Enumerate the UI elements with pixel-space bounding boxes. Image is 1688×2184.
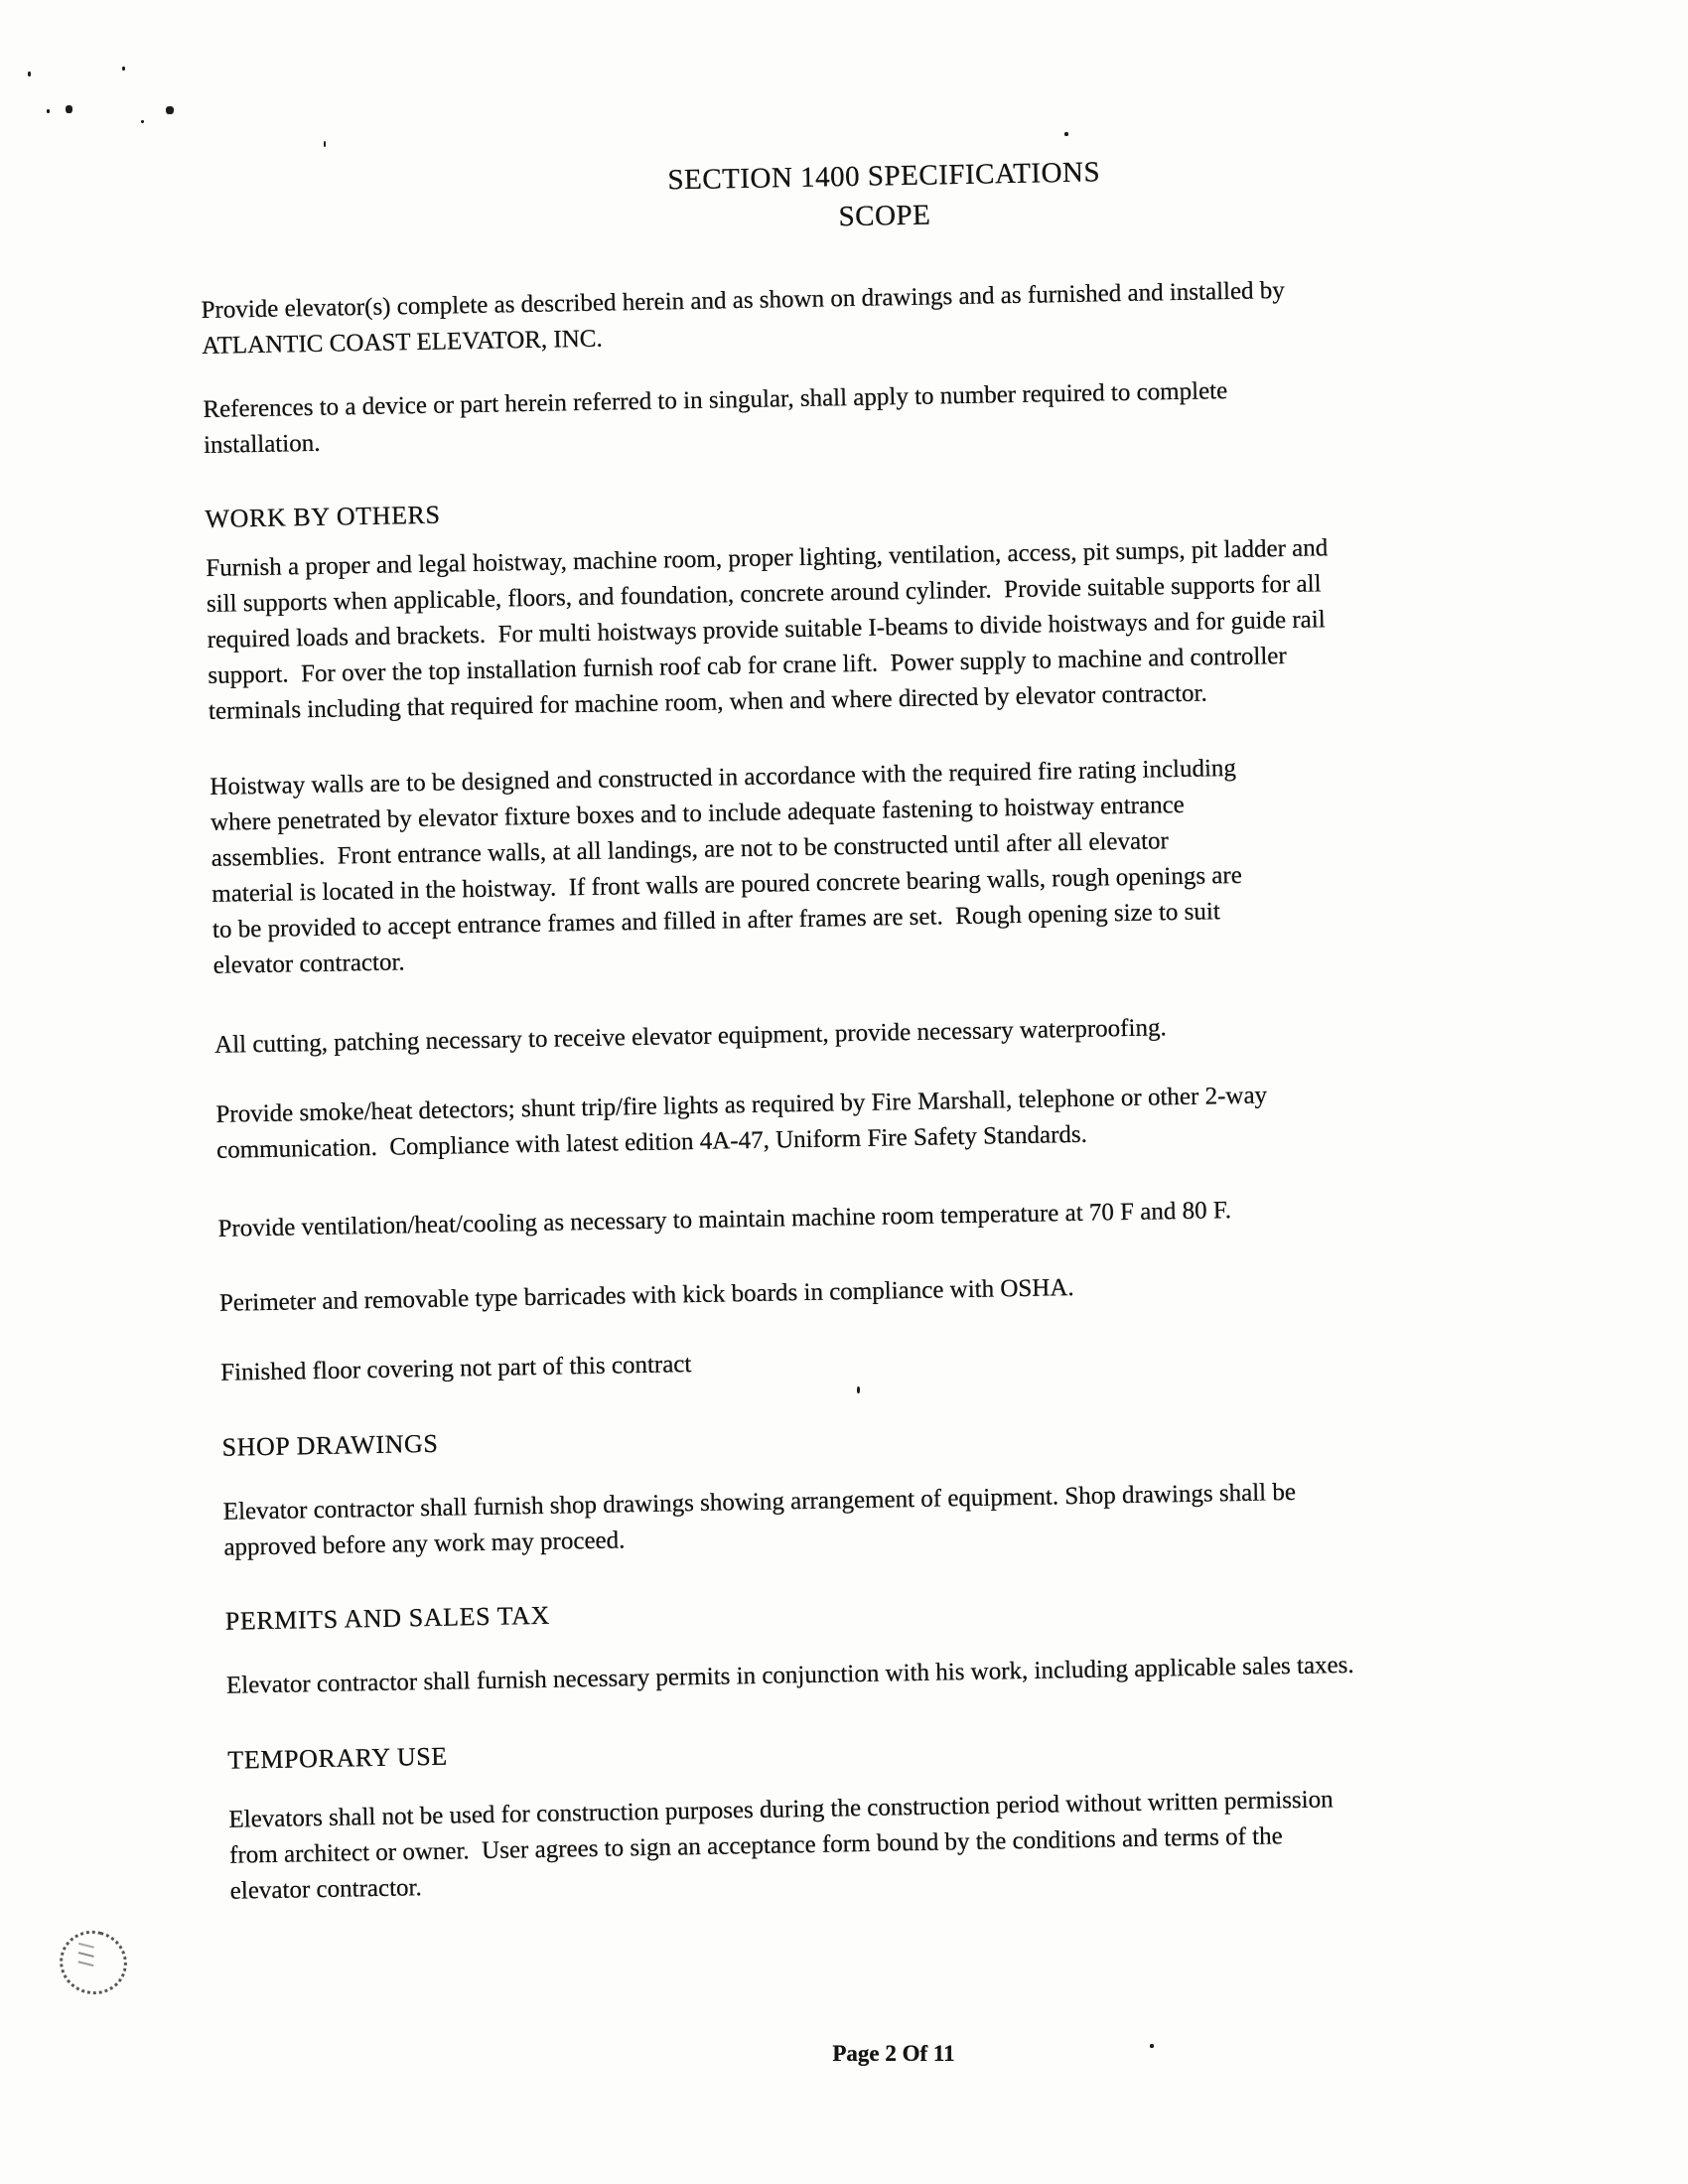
text-line: References to a device or part herein referred to in singular, shall apply to number required to complete: [203, 377, 1228, 423]
text-line: support. For over the top installation furnish roof cab for crane lift. Power supply to machine and controller: [208, 643, 1287, 689]
text-line: Provide smoke/heat detectors; shunt trip/fire lights as required by Fire Marshall, telephone or other 2-way: [215, 1082, 1268, 1128]
paragraph: [206, 526, 1579, 730]
scan-speck: [857, 1386, 860, 1393]
text-line: Provide elevator(s) complete as described herein and as shown on drawings and as furnished and installed by: [201, 276, 1286, 324]
text-line: communication. Compliance with latest edition 4A-47, Uniform Fire Safety Standards.: [215, 1120, 1088, 1164]
title-section-line: SECTION 1400 SPECIFICATIONS: [667, 156, 1101, 197]
paragraph: [220, 1331, 1591, 1391]
section-heading: [221, 1404, 1592, 1465]
text-line: terminals including that required for machine room, when and where directed by elevator contractor.: [208, 679, 1207, 725]
paragraph: [215, 1073, 1587, 1169]
text-line: All cutting, patching necessary to receive elevator equipment, provide necessary waterproofing.: [213, 1014, 1167, 1059]
text-line: installation.: [203, 429, 321, 459]
scan-speck: [1150, 2044, 1154, 2048]
section-heading: [227, 1717, 1598, 1778]
text-line: Perimeter and removable type barricades with kick boards in compliance with OSHA.: [218, 1274, 1074, 1317]
paragraph: [217, 1187, 1588, 1247]
scan-speck: [122, 67, 125, 71]
paragraph: [210, 745, 1584, 984]
text-line: WORK BY OTHERS: [205, 500, 441, 533]
paragraph: [201, 268, 1572, 364]
text-line: material is located in the hoistway. If front walls are poured concrete bearing walls, rough openings are: [211, 861, 1243, 908]
paragraph: [226, 1643, 1597, 1703]
paragraph: [203, 367, 1574, 464]
scan-speck: [28, 72, 31, 76]
text-line: TEMPORARY USE: [227, 1741, 448, 1775]
text-line: to be provided to accept entrance frames and filled in after frames are set. Rough opening size to suit: [211, 898, 1221, 944]
text-line: ATLANTIC COAST ELEVATOR, INC.: [202, 325, 603, 360]
scan-speck: [66, 105, 72, 113]
title-scope-line: SCOPE: [838, 199, 931, 233]
text-line: where penetrated by elevator fixture boxes and to include adequate fastening to hoistway entrance: [210, 791, 1186, 836]
text-line: Furnish a proper and legal hoistway, machine room, proper lighting, ventilation, access, pit sumps, pit ladder and: [206, 534, 1329, 582]
text-line: elevator contractor.: [229, 1874, 422, 1905]
paragraph: [219, 1261, 1590, 1322]
text-line: assemblies. Front entrance walls, at all landings, are not to be constructed until after all elevator: [211, 827, 1170, 872]
document-content: [199, 144, 1601, 1910]
scan-speck: [1064, 132, 1068, 136]
text-line: Finished floor covering not part of this contract: [219, 1351, 692, 1386]
section-heading: [224, 1578, 1595, 1639]
notary-stamp-mark: [53, 1924, 133, 2002]
scan-speck: [141, 120, 144, 123]
text-line: approved before any work may proceed.: [223, 1527, 626, 1561]
text-line: sill supports when applicable, floors, and foundation, concrete around cylinder. Provide suitable supports for all: [206, 570, 1322, 618]
document-title: [199, 144, 1570, 248]
document-body: [201, 268, 1601, 1910]
paragraph: [228, 1777, 1601, 1909]
text-line: Hoistway walls are to be designed and constructed in accordance with the required fire rating including: [210, 754, 1237, 801]
text-line: Elevator contractor shall furnish necessary permits in conjunction with his work, including applicable sales taxes.: [225, 1651, 1354, 1699]
scan-speck: [324, 141, 326, 147]
text-line: from architect or owner. User agrees to sign an acceptance form bound by the conditions and terms of the: [228, 1822, 1283, 1869]
text-line: PERMITS AND SALES TAX: [224, 1600, 551, 1636]
text-line: Elevator contractor shall furnish shop drawings showing arrangement of equipment. Shop drawings shall be: [222, 1478, 1297, 1526]
text-line: elevator contractor.: [212, 948, 405, 979]
text-line: required loads and brackets. For multi hoistways provide suitable I-beams to divide hoistways and for guide rail: [207, 606, 1326, 654]
text-line: Provide ventilation/heat/cooling as necessary to maintain machine room temperature at 70 F and 80 F.: [217, 1197, 1232, 1242]
text-line: SHOP DRAWINGS: [221, 1428, 439, 1462]
page-footer: Page 2 Of 11: [832, 2041, 955, 2066]
text-line: Elevators shall not be used for construction purposes during the construction period without written permission: [228, 1786, 1334, 1833]
scan-speck: [47, 109, 50, 113]
paragraph: [222, 1469, 1594, 1565]
section-heading: [205, 477, 1575, 537]
paragraph: [214, 1003, 1585, 1064]
scan-speck: [166, 106, 174, 114]
